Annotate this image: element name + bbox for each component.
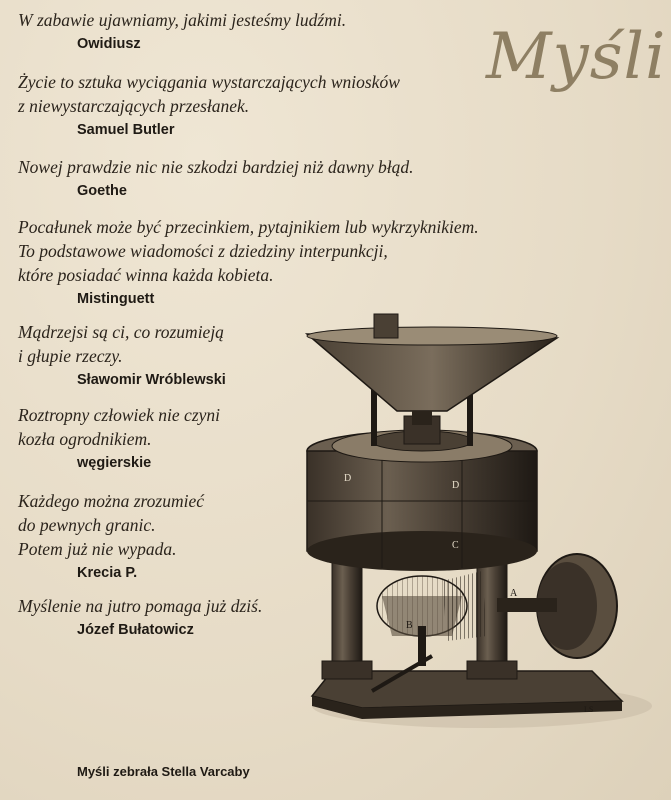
quote-block bbox=[18, 594, 262, 640]
quote-text: Potem już nie wypada. bbox=[18, 539, 177, 559]
illustration-label: A bbox=[510, 588, 518, 599]
illustration-label: B bbox=[406, 620, 413, 631]
quote-author: węgierskie bbox=[77, 455, 152, 471]
quote-block bbox=[18, 155, 414, 201]
quote-author: Goethe bbox=[77, 183, 127, 199]
quote-block bbox=[18, 320, 226, 390]
quote-text: Roztropny człowiek nie czyni bbox=[18, 405, 221, 425]
illustration-label: C bbox=[452, 540, 459, 551]
quote-text: Życie to sztuka wyciągania wystarczających wniosków bbox=[18, 72, 400, 92]
quote-author: Sławomir Wróblewski bbox=[77, 372, 226, 388]
illustration-label: D bbox=[452, 480, 460, 491]
quote-text: Myślenie na jutro pomaga już dziś. bbox=[18, 596, 263, 616]
quote-author: Samuel Butler bbox=[77, 122, 175, 138]
quote-text: do pewnych granic. bbox=[18, 515, 156, 535]
quote-text: które posiadać winna każda kobieta. bbox=[18, 265, 274, 285]
illustration-label: D bbox=[344, 473, 352, 484]
quote-block bbox=[18, 215, 479, 309]
quote-author: Krecia P. bbox=[77, 565, 138, 581]
quote-author: Mistinguett bbox=[77, 291, 155, 307]
quote-text: Każdego można zrozumieć bbox=[18, 491, 205, 511]
quote-block bbox=[18, 70, 400, 140]
quote-text: W zabawie ujawniamy, jakimi jesteśmy ludźmi. bbox=[18, 10, 347, 30]
illustration-label: LS bbox=[584, 705, 594, 714]
quote-text: Pocałunek może być przecinkiem, pytajnikiem lub wykrzyknikiem. bbox=[18, 217, 479, 237]
quote-text: To podstawowe wiadomości z dziedziny interpunkcji, bbox=[18, 241, 388, 261]
page-title: Myśli bbox=[486, 20, 667, 94]
quote-block bbox=[18, 8, 346, 54]
quote-text: i głupie rzeczy. bbox=[18, 346, 123, 366]
quote-text: z niewystarczających przesłanek. bbox=[18, 96, 250, 116]
quote-author: Józef Bułatowicz bbox=[77, 622, 194, 638]
quote-text: Nowej prawdzie nic nie szkodzi bardziej niż dawny błąd. bbox=[18, 157, 414, 177]
mill-engraving-illustration bbox=[292, 306, 652, 736]
quote-text: kozła ogrodnikiem. bbox=[18, 429, 152, 449]
quote-author: Owidiusz bbox=[77, 36, 141, 52]
quote-block bbox=[18, 403, 220, 473]
compiled-by-credit: Myśli zebrała Stella Varcaby bbox=[77, 764, 250, 779]
quote-block bbox=[18, 489, 204, 583]
quote-text: Mądrzejsi są ci, co rozumieją bbox=[18, 322, 224, 342]
